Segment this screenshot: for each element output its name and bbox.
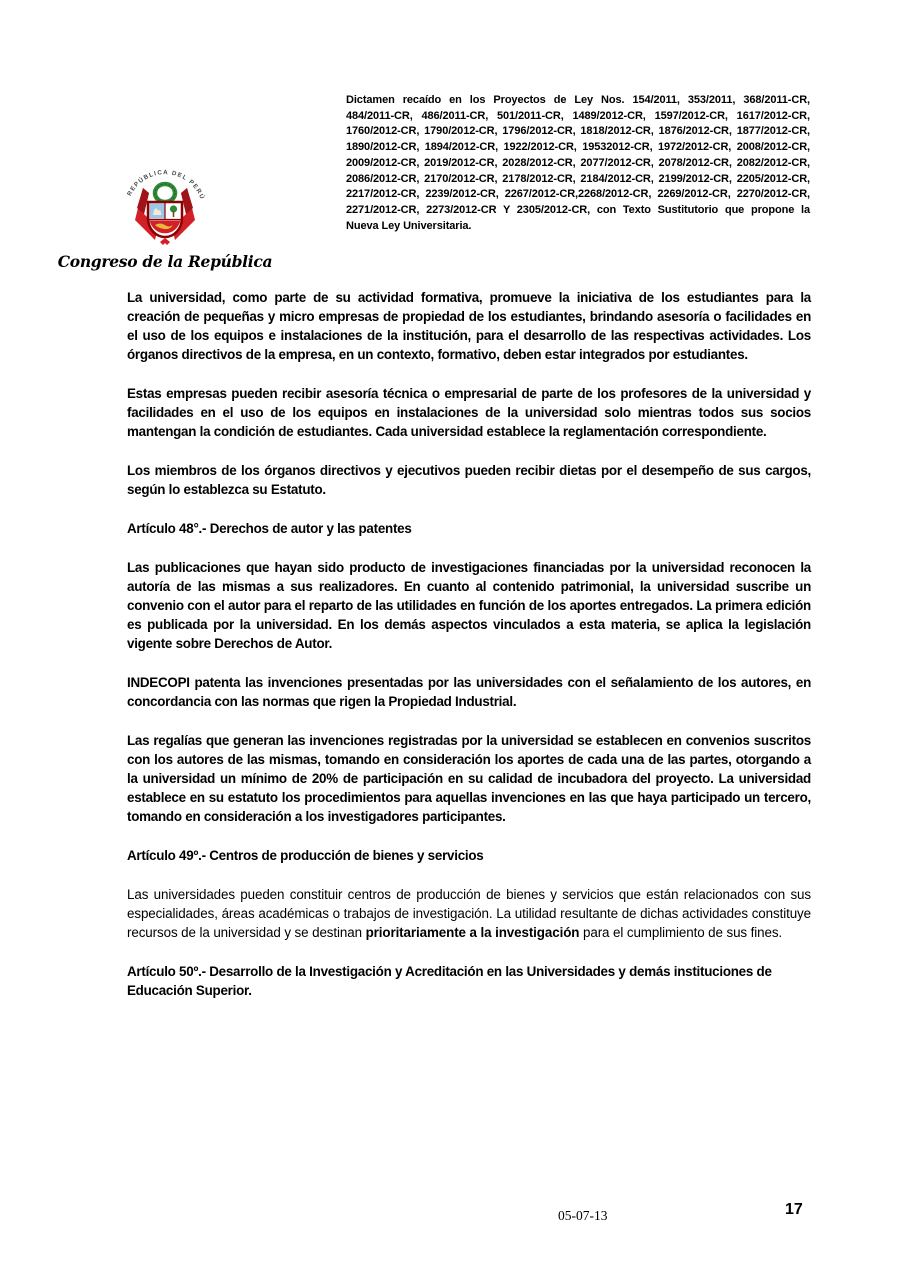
document-body (127, 288, 811, 1000)
logo-caption: Congreso de la República (57, 252, 273, 271)
paragraph-iniciativa-estudiantes: La universidad, como parte de su actividad formativa, promueve la iniciativa de los estudiantes para la creación de pequeñas y micro empresas de propiedad de los estudiantes, brindando asesoría o facilidades en el uso de los equipos e instalaciones de la institución, para el desarrollo de las respectivas actividades. Los órganos directivos de la empresa, en un contexto, formativo, deben estar integrados por estudiantes. (127, 290, 811, 362)
paragraph-regalias: Las regalías que generan las invenciones registradas por la universidad se establecen en convenios suscritos con los autores de las mismas, tomando en consideración los aportes de cada una de las partes, otorgando a la universidad un mínimo de 20% de participación en su calidad de incubadora del proyecto. La universidad establece en su estatuto los procedimientos para aquellas invenciones en las que haya participado un tercero, tomando en consideración a los investigadores participantes. (127, 733, 811, 824)
heading-articulo-49: Artículo 49º.- Centros de producción de bienes y servicios (127, 848, 484, 863)
page-number: 17 (785, 1201, 803, 1218)
paragraph-asesoria-empresas: Estas empresas pueden recibir asesoría técnica o empresarial de parte de los profesores de la universidad y facilidades en el uso de los equipos en instalaciones de la universidad solo mientras todos sus socios mantengan la condición de estudiantes. Cada universidad establece la reglamentación correspondiente. (127, 386, 811, 439)
shield (148, 202, 182, 237)
paragraph-centros-post: para el cumplimiento de sus fines. (579, 925, 783, 940)
paragraph-centros-bold: prioritariamente a la investigación (365, 925, 580, 940)
bottom-ribbon (160, 238, 170, 245)
paragraph-centros-produccion (127, 885, 811, 942)
paragraph-centros-pre: Las universidades pueden constituir centros de producción de bienes y servicios que están relacionados con sus especialidades, áreas académicas o trabajos de investigación. La utilidad resultante de dichas actividades constituye recursos de la universidad y se destinan (127, 887, 811, 940)
heading-articulo-48: Artículo 48°.- Derechos de autor y las patentes (127, 521, 412, 536)
congress-logo (55, 160, 275, 271)
paragraph-indecopi: INDECOPI patenta las invenciones presentadas por las universidades con el señalamiento de los autores, en concordancia con las normas que rigen la Propiedad Industrial. (127, 675, 811, 709)
paragraph-publicaciones: Las publicaciones que hayan sido producto de investigaciones financiadas por la universidad reconocen la autoría de las mismas a sus realizadores. En cuanto al contenido patrimonial, la universidad suscribe un convenio con el autor para el reparto de las utilidades en función de los aportes entregados. La primera edición es publicada por la universidad. En los demás aspectos vinculados a esta materia, se aplica la legislación vigente sobre Derechos de Autor. (127, 560, 811, 651)
footer-date: 05-07-13 (558, 1208, 608, 1223)
heading-articulo-50: Artículo 50º.- Desarrollo de la Investigación y Acreditación en las Universidades y demás instituciones de Educación Superior. (127, 964, 772, 998)
tree-trunk (173, 211, 175, 217)
peru-coat-of-arms-icon (113, 160, 217, 248)
dictamen-header-text: Dictamen recaído en los Proyectos de Ley Nos. 154/2011, 353/2011, 368/2011-CR, 484/2011-CR, 486/2011-CR, 501/2011-CR, 1489/2012-CR, 1597/2012-CR, 1617/2012-CR, 1760/2012-CR, 1790/2012-CR, 1796/2012-CR, 1818/2012-CR, 1876/2012-CR, 1877/2012-CR, 1890/2012-CR, 1894/2012-CR, 1922/2012-CR, 19532012-CR, 1972/2012-CR, 2008/2012-CR, 2009/2012-CR, 2019/2012-CR, 2028/2012-CR, 2077/2012-CR, 2078/2012-CR, 2082/2012-CR, 2086/2012-CR, 2170/2012-CR, 2178/2012-CR, 2184/2012-CR, 2199/2012-CR, 2205/2012-CR, 2217/2012-CR, 2239/2012-CR, 2267/2012-CR,2268/2012-CR, 2269/2012-CR, 2270/2012-CR, 2271/2012-CR, 2273/2012-CR Y 2305/2012-CR, con Texto Sustitutorio que propone la Nueva Ley Universitaria. (346, 94, 810, 232)
logo-arc-text: REPÚBLICA DEL PERÚ (125, 169, 206, 201)
paragraph-dietas: Los miembros de los órganos directivos y ejecutivos pueden recibir dietas por el desempeño de sus cargos, según lo establezca su Estatuto. (127, 463, 811, 497)
